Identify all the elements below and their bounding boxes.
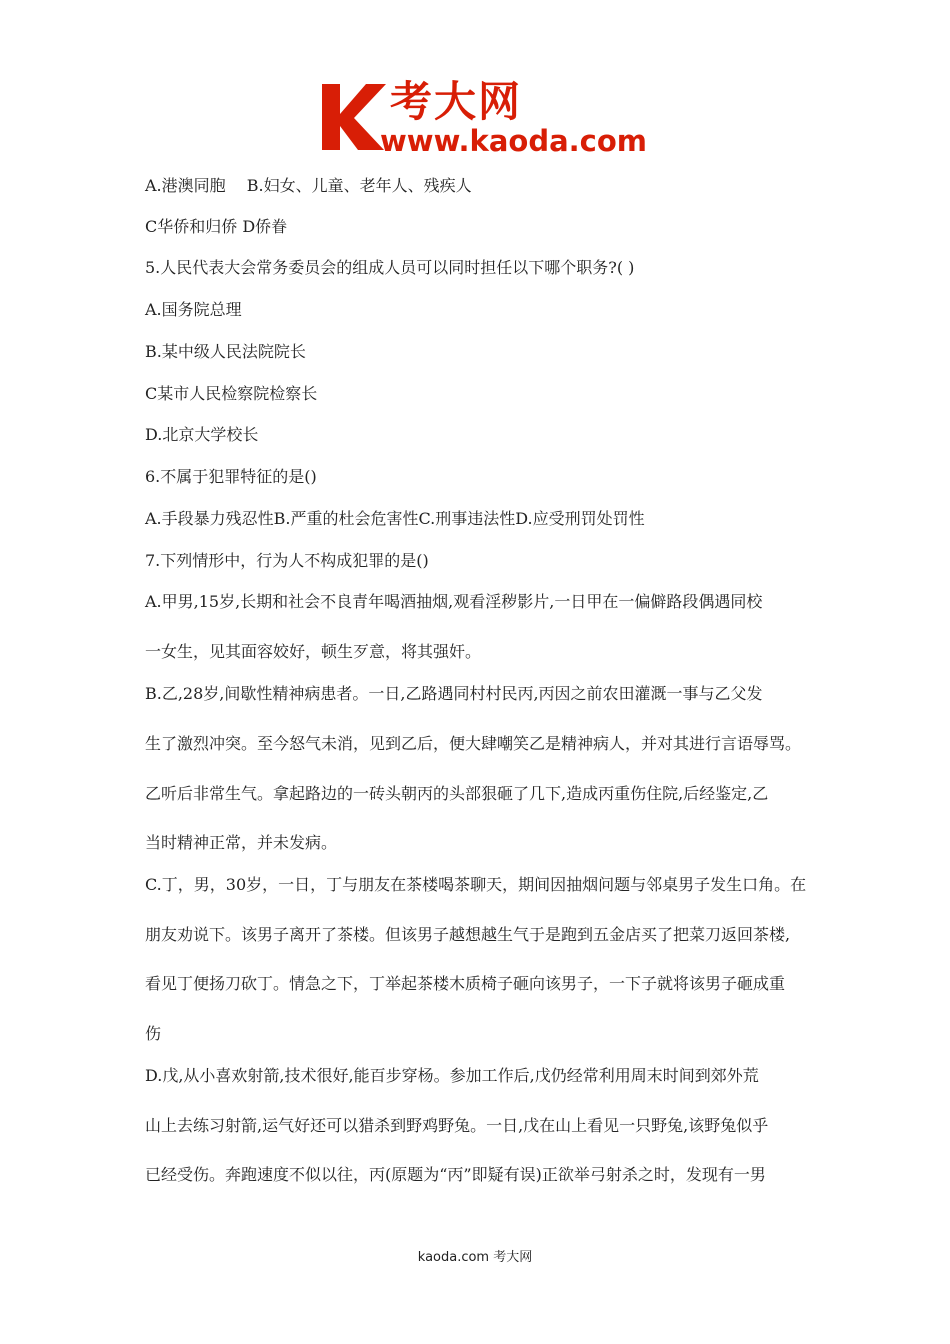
text-line: 生了激烈冲突。至今怒气未消，见到乙后，便大肆嘲笑乙是精神病人，并对其进行言语辱骂。 [145, 734, 802, 753]
text-line: B.乙,28岁,间歇性精神病患者。一日,乙路遇同村村民丙,丙因之前农田灌溉一事与乙父发 [145, 684, 763, 703]
text-line: C某市人民检察院检察长 [145, 384, 318, 403]
text-line: A.手段暴力残忍性B.严重的杜会危害性C.刑事违法性D.应受刑罚处罚性 [145, 509, 645, 528]
text-line: C华侨和归侨 D侨眷 [145, 217, 288, 236]
text-line: A.甲男,15岁,长期和社会不良青年喝酒抽烟,观看淫秽影片,一日甲在一偏僻路段偶遇同校 [145, 592, 763, 611]
site-logo [318, 77, 647, 160]
text-line: D.戊,从小喜欢射箭,技术很好,能百步穿杨。参加工作后,戊仍经常利用周末时间到郊外荒 [145, 1066, 759, 1085]
text-line: 当时精神正常，并未发病。 [145, 833, 338, 852]
text-line: 山上去练习射箭,运气好还可以猎杀到野鸡野兔。一日,戊在山上看见一只野兔,该野兔似乎 [145, 1116, 769, 1135]
page-footer: kaoda.com 考大网 [417, 1250, 533, 1265]
text-line: 乙听后非常生气。拿起路边的一砖头朝丙的头部狠砸了几下,造成丙重伤住院,后经鉴定,乙 [145, 784, 769, 803]
text-line: A.国务院总理 [145, 300, 242, 319]
text-line: 伤 [145, 1024, 162, 1043]
text-line: C.丁，男，30岁，一日，丁与朋友在茶楼喝茶聊天，期间因抽烟问题与邻桌男子发生口角。在 [145, 875, 807, 894]
question-5: 5.人民代表大会常务委员会的组成人员可以同时担任以下哪个职务?( ) [145, 258, 635, 277]
logo-url: www.kaoda.com [380, 124, 647, 158]
text-line: 已经受伤。奔跑速度不似以往，丙(原题为“丙”即疑有误)正欲举弓射杀之时，发现有一男 [145, 1165, 766, 1184]
question-6: 6.不属于犯罪特征的是() [145, 467, 317, 486]
text-line: 朋友劝说下。该男子离开了茶楼。但该男子越想越生气于是跑到五金店买了把菜刀返回茶楼, [145, 925, 791, 944]
text-line: D.北京大学校长 [145, 425, 259, 444]
text-line: 看见丁便扬刀砍丁。情急之下，丁举起茶楼木质椅子砸向该男子，一下子就将该男子砸成重 [145, 974, 786, 993]
text-line: 一女生，见其面容姣好，顿生歹意，将其强奸。 [145, 642, 482, 661]
logo-brand-cn: 考大网 [390, 77, 523, 126]
question-7: 7.下列情形中，行为人不构成犯罪的是() [145, 551, 429, 570]
text-line: A.港澳同胞 B.妇女、儿童、老年人、残疾人 [145, 176, 472, 195]
text-line: B.某中级人民法院院长 [145, 342, 306, 361]
